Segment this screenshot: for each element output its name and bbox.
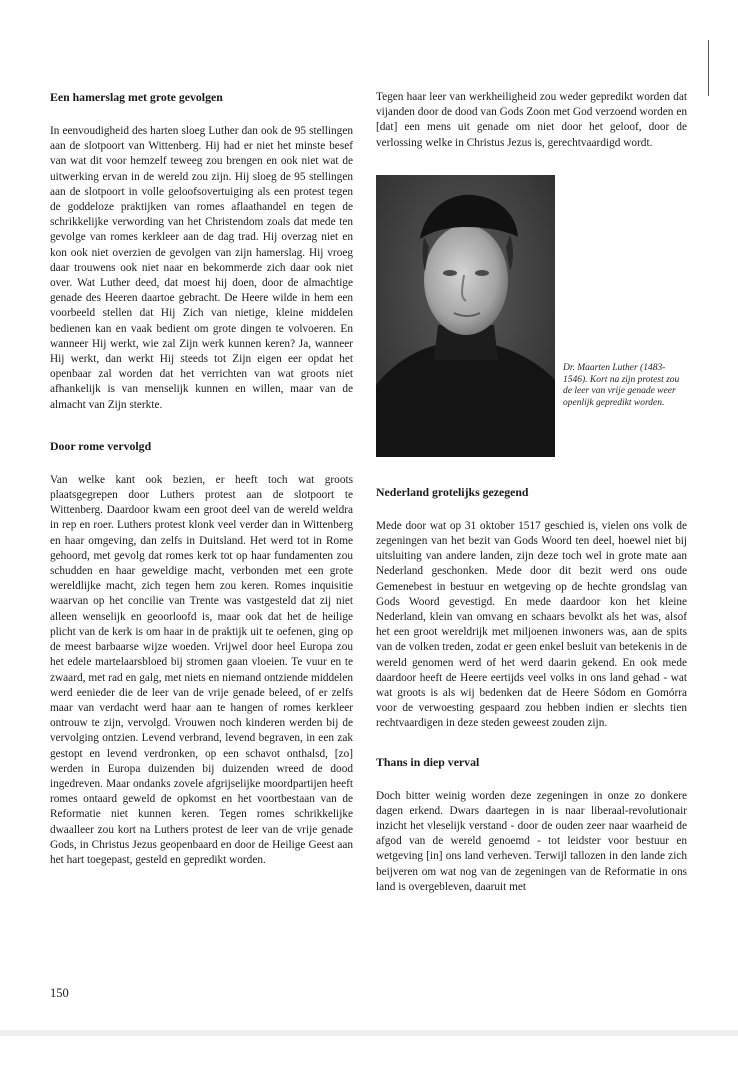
page-number: 150 [50,986,69,1000]
section-gap [376,732,687,755]
section-heading-vervolgd: Door rome vervolgd [50,438,152,453]
section-gap [50,413,353,439]
portrait-illustration [376,175,555,457]
section-heading-verval: Thans in diep verval [376,754,480,769]
intro-paragraph: Tegen haar leer van werkheiligheid zou weder gepredikt worden dat vijanden door de dood van Gods Zoon met God verzoend worden en [dat] een mens uit genade om niet door het geloof, door de verlossing welke in Christus Jezus is, gerechtvaardigd wordt. [376,91,687,149]
luther-portrait-image [376,175,555,457]
section-heading-nederland: Nederland grotelijks gezegend [376,484,529,499]
portrait-figure [376,175,687,457]
left-column [50,90,353,868]
portrait-caption: Dr. Maarten Luther (1483-1546). Kort na zijn protest zou de leer van vrije genade weer openlijk gepredikt worden. [563,362,680,409]
section-paragraph-nederland: Mede door wat op 31 oktober 1517 geschied is, vielen ons volk de zegeningen van het bezit van Gods Woord ten deel, hoewel niet bij uitsluiting van andere landen, zijn deze toch wel in grote mate aan Nederland geschonken. Mede door dit bezit werd ons oude Gemenebest in bestuur en wetgeving op de hechte grondslag van Gods Woord gevestigd. En mede daardoor kon het kleine Nederland, klein van omvang en schaars bevolkt als het was, alsof het een groot wereldrijk met miljoenen inwoners was, aan de spits van de volken treden, zodat er geen enkel besluit van betekenis in de wereld genomen werd of het werd daarin gekend. En ook mede daardoor heeft de Heere eertijds veel volks in ons land gehad - wat wat groots is als wij bedenken dat de Heere Sódom en Gomórra voor de verwoesting gespaard zou hebben indien er slechts tien rechtvaardigen in deze steden geweest zouden zijn. [376,519,687,730]
section-paragraph-vervolgd: Van welke kant ook bezien, er heeft toch wat groots plaatsgegrepen door Luthers protest aan de slotpoort te Wittenberg. Daardoor kwam een groot deel van de wereld weldra in rep en roer. Luthers protest klonk veel verder dan in Wittenberg en haar omgeving, dan zelfs in Duitsland. Het werd tot in Rome gehoord, met gevolg dat romes kerk tot op haar fundamenten zou schudden en haar geweldige macht, verbonden met een grote wereldlijke macht, zich tegen hem zou keren. Romes inquisitie waarvan op het concilie van Trente was vastgesteld dat zij niet alleen wenselijk en geoorloofd is, maar ook dat het de heilige plicht van de kerk is om haar in de praktijk uit te oefenen, ging op de meest barbaarse wijze woeden. Vrijwel door heel Europa zou het edele martelaarsbloed bij stromen gaan vloeien. Te vuur en te zwaard, met rad en galg, met niets en niemand ontziende middelen werd eenieder die de leer van de vrije genade beleed, of er zelfs maar van verdacht werd haar aan te hangen of romes kerkleer ontrouw te zijn, vervolgd. Vrouwen noch kinderen werden bij de vervolging ontzien. Levend verbrand, levend begraven, in een zak gestopt en levend verdronken, op een schavot onthalsd, [zo] werden in Europa duizenden bij duizenden wreed de dood ingedreven. Maar ondanks zovele afgrijselijke moordpartijen heeft romes ontaard geweld de opkomst en het voortbestaan van de Reformatie niet kunnen keren. Tegen romes schrikkelijke dwaalleer zou kort na Luthers protest de leer van de vrije genade Gods, in Christus Jezus geopenbaard en door de Heilige Geest aan het hart toegepast, gesteld en gepredikt worden. [50,473,353,866]
section-paragraph-verval: Doch bitter weinig worden deze zegeningen in onze zo donkere dagen erkend. Dwars daartegen in is naar liberaal-revolutionair inzicht het vleselijk verstand - door de ouden zeer naar waarheid de afgod van de wereld genoemd - tot leidster voor bestuur en wetgeving [in] ons land verheven. Terwijl tallozen in den lande zich beijveren om wat nog van de zegeningen van de Reformatie in ons land is overgebleven, daaruit met [376,789,687,893]
right-margin-rule [708,40,709,96]
scan-bottom-band [0,1030,738,1036]
right-column [376,90,687,895]
section-heading-hamerslag: Een hamerslag met grote gevolgen [50,90,223,104]
section-paragraph-hamerslag: In eenvoudigheid des harten sloeg Luther dan ook de 95 stellingen aan de slotpoort van Wittenberg. Hij had er niet het minste besef van wat dit voor hemzelf teweeg zou brengen en ook niet wat de uitwerking ervan in de wereld zou zijn. Hij sloeg de 95 stellingen aan de slotpoort in volle geloofsovertuiging als een protest tegen de goddeloze praktijken van romes aflaathandel en tegen de schrikkelijke verwording van het Christendom zoals dat mede ten gevolge van romes kerkleer aan de dag trad. Hij overzag niet en kon ook niet overzien de gevolgen van zijn hamerslag. Hij vroeg daar trouwens ook niet naar en bekommerde zich daar ook niet over. Wat Luther deed, dat moest hij doen, door de almachtige genade des Heeren daartoe gebracht. De Heere wilde in hem een voorbeeld stellen dat Hij Zich van nietige, kleine middelen bedienen kan en vaak bedient om grote dingen te volvoeren. En wanneer Hij werkt, wie zal Zijn werk kunnen keren? Ja, wanneer Hij werkt, dan werkt Hij steeds tot Zijn eigen eer opdat het openbaar zal worden dat het verrichten van wat groots niet afhankelijk is van menselijk kunnen en willen, maar van de almacht van Zijn sterkte. [50,125,353,411]
